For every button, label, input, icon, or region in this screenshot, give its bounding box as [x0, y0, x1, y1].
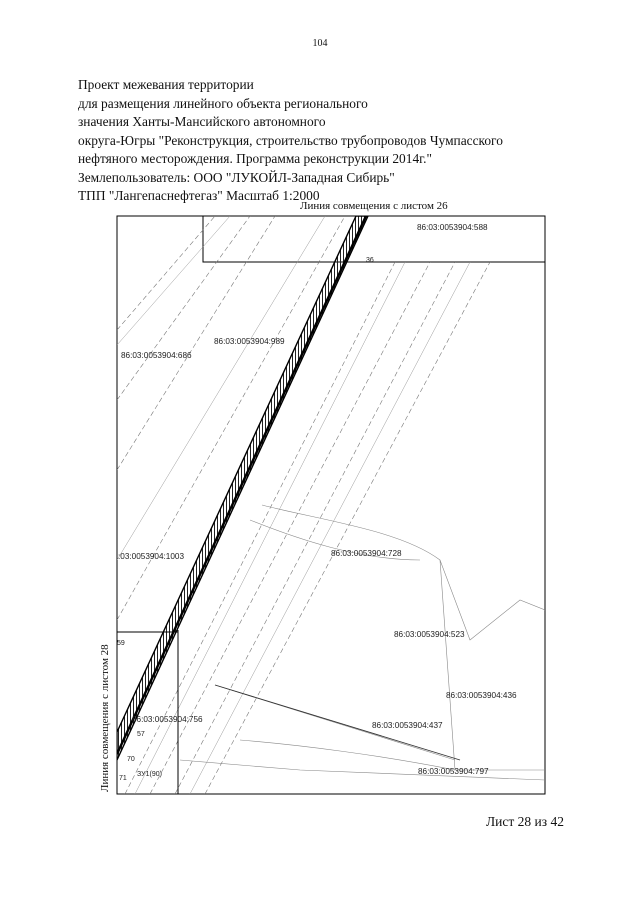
parcel-label: 86:03:0053904:686	[121, 351, 192, 360]
point-label: 70	[127, 756, 135, 763]
top-join-label: Линия совмещения с листом 26	[300, 200, 448, 212]
header-line: Проект межевания территории	[78, 77, 254, 92]
left-join-label: Линия совмещения с листом 28	[99, 644, 111, 792]
parcel-label: 86:03:0053904:588	[417, 223, 488, 232]
page-number: 104	[312, 38, 328, 49]
parcel-label: :03:0053904:1003	[118, 552, 185, 561]
header-line: значения Ханты-Мансийского автономного	[78, 114, 326, 129]
parcel-label: 86:03:0053904:756	[132, 715, 203, 724]
pipeline-corridor	[117, 216, 368, 760]
header-line: для размещения линейного объекта регионального	[78, 95, 368, 111]
header-line: округа-Югры "Реконструкция, строительство трубопроводов Чумпасского	[78, 132, 503, 148]
header-line: нефтяного месторождения. Программа реконструкции 2014г."	[78, 151, 432, 166]
road-lines-solid	[117, 216, 470, 794]
map-frame	[117, 216, 545, 794]
parcel-label: 86:03:0053904:728	[331, 549, 402, 558]
lower-parcels	[180, 505, 545, 780]
header-line: ТПП "Лангепаснефтегаз" Масштаб 1:2000	[78, 188, 320, 203]
point-label: 59	[117, 640, 125, 647]
parcel-label: 86:03:0053904:437	[372, 721, 443, 730]
parcel-label: 86:03:0053904:436	[446, 691, 517, 700]
parcel-label: 86:03:0053904:523	[394, 630, 465, 639]
pipeline-axis	[117, 216, 366, 754]
parcel-588-boundary	[203, 216, 545, 262]
parcel-label: 86:03:0053904:989	[214, 337, 285, 346]
point-label: ЗУ1(90)	[137, 771, 162, 778]
parcel-label: 86:03:0053904:797	[418, 767, 489, 776]
header-line: Землепользователь: ООО "ЛУКОЙЛ-Западная Сибирь"	[78, 169, 395, 185]
road-lines	[117, 216, 490, 794]
sheet-number: Лист 28 из 42	[486, 814, 564, 829]
point-label: 57	[137, 731, 145, 738]
point-label: 36	[366, 257, 374, 264]
point-label: 71	[119, 775, 127, 782]
